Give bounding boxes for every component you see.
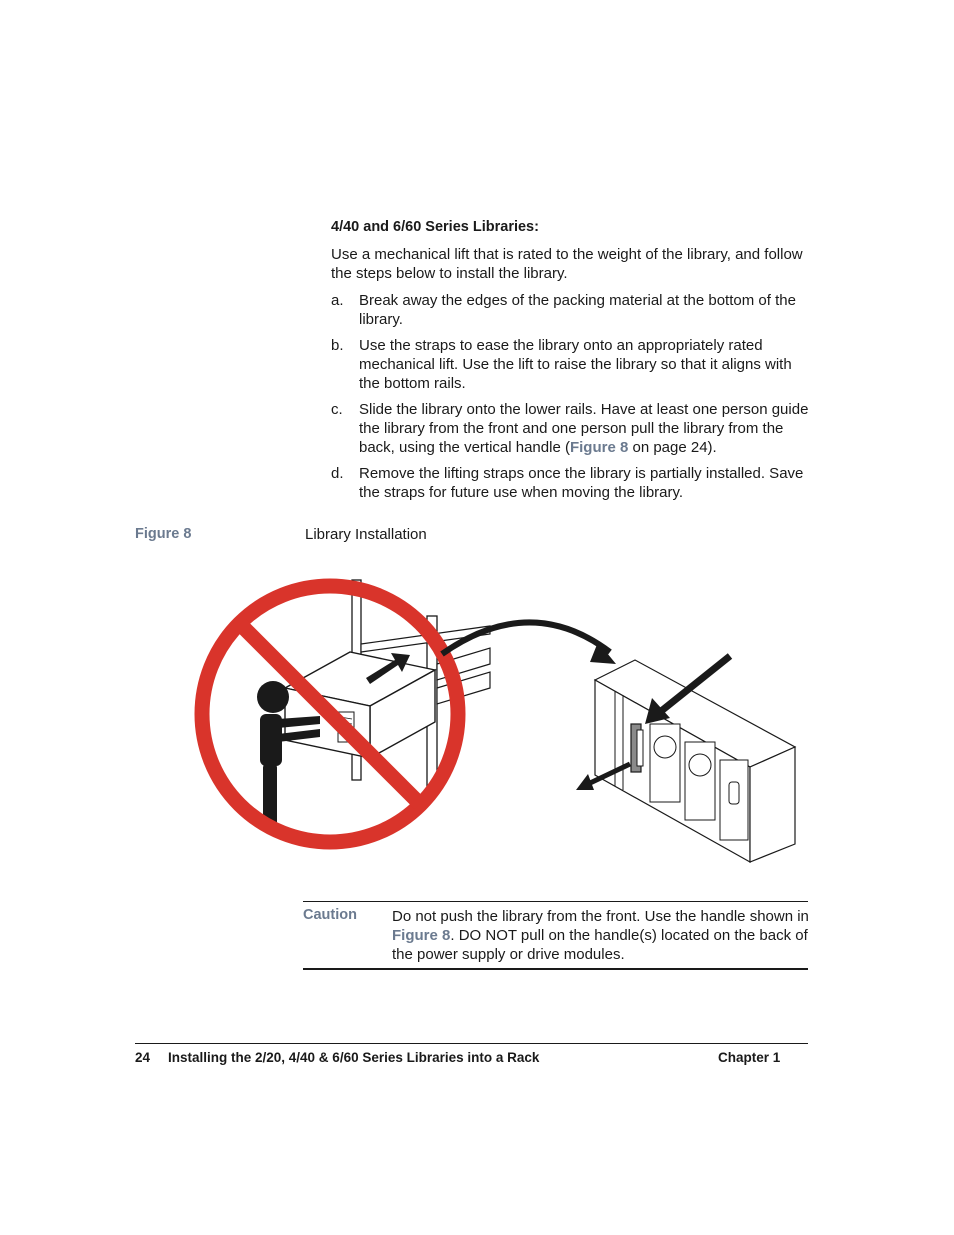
- caution-text-part: Do not push the library from the front. Use the handle shown in: [392, 908, 809, 925]
- step-text: Break away the edges of the packing material at the bottom of the library.: [359, 292, 796, 328]
- library-back-detail: [595, 660, 795, 862]
- section-heading: 4/40 and 6/60 Series Libraries:: [331, 219, 539, 235]
- step-item: [331, 400, 811, 457]
- footer-title: Installing the 2/20, 4/40 & 6/60 Series Libraries into a Rack: [168, 1050, 540, 1065]
- figure-title: Library Installation: [305, 526, 427, 543]
- figure-label: Figure 8: [135, 526, 192, 542]
- caution-bottom-rule: [303, 968, 808, 970]
- curved-arrow: [442, 622, 610, 654]
- figure-reference-link[interactable]: Figure 8: [392, 927, 451, 944]
- step-text: Remove the lifting straps once the library is partially installed. Save the straps for future use when moving the library.: [359, 465, 804, 501]
- step-text: Use the straps to ease the library onto an appropriately rated mechanical lift. Use the lift to raise the library so that it aligns with the bottom rails.: [359, 337, 792, 392]
- figure-reference-link[interactable]: Figure 8: [569, 439, 629, 456]
- vertical-handle: [631, 724, 643, 772]
- caution-text: [392, 907, 810, 964]
- step-text-part: on page 24).: [628, 439, 717, 456]
- step-marker: b.: [331, 337, 344, 354]
- step-item: [331, 336, 811, 393]
- footer-chapter: Chapter 1: [718, 1050, 781, 1065]
- footer-rule: [135, 1043, 808, 1044]
- prohibited-push-illustration: [202, 580, 490, 842]
- caution-label: Caution: [303, 907, 357, 923]
- intro-paragraph: Use a mechanical lift that is rated to the weight of the library, and follow the steps below to install the library.: [331, 246, 803, 282]
- page-number: 24: [135, 1050, 151, 1065]
- step-text-part: Slide the library onto the lower rails. Have at least one person guide the library from the front and one person pull the library from the back, using the vertical handle (: [359, 401, 809, 456]
- step-item: [331, 464, 811, 502]
- caution-text-part: . DO NOT pull on the handle(s) located on the back of the power supply or drive modules.: [392, 927, 808, 963]
- step-text: [359, 400, 811, 457]
- step-marker: a.: [331, 292, 344, 309]
- library-installation-illustration: [190, 552, 810, 877]
- step-marker: c.: [331, 401, 343, 418]
- caution-top-rule: [303, 901, 808, 902]
- step-marker: d.: [331, 465, 344, 482]
- step-item: [331, 291, 811, 329]
